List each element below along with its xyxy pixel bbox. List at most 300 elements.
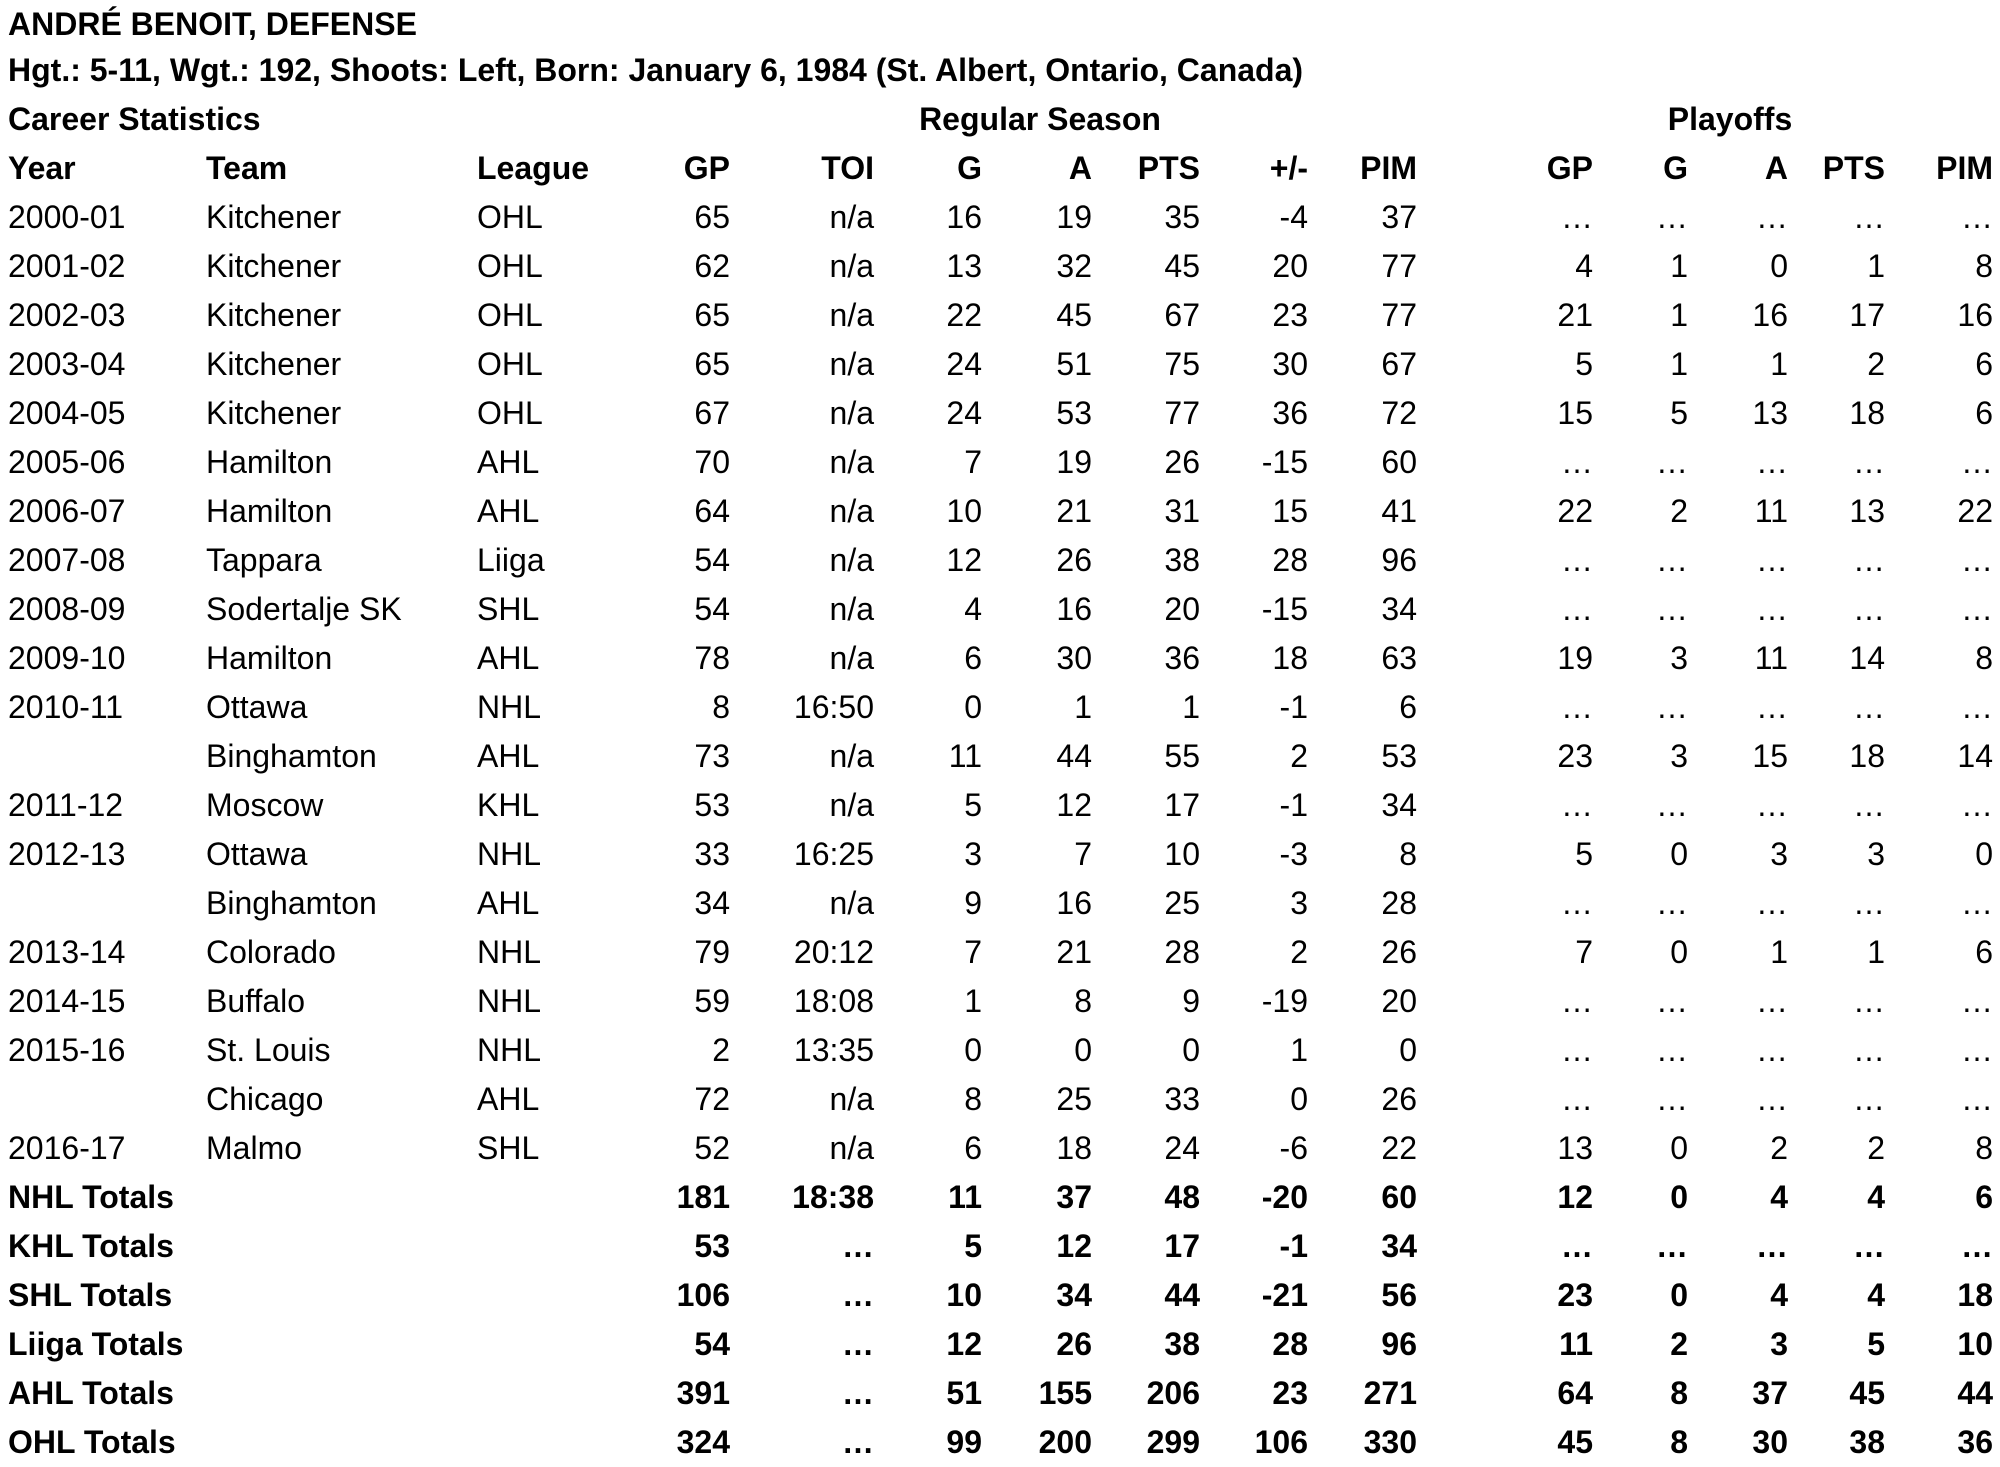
cell-playoff-a: … <box>1756 542 1788 578</box>
cell-g: 6 <box>964 1130 982 1166</box>
cell-playoff-pts: … <box>1853 542 1885 578</box>
cell-a: 25 <box>1056 1081 1092 1117</box>
cell-pim: 26 <box>1381 934 1417 970</box>
totals-a: 200 <box>1038 1424 1092 1460</box>
cell-toi: n/a <box>829 640 874 676</box>
cell-gp: 59 <box>694 983 730 1019</box>
totals-playoff-pts: 45 <box>1849 1375 1885 1411</box>
cell-playoff-pim: … <box>1961 983 1993 1019</box>
totals-plus-minus: 106 <box>1254 1424 1308 1460</box>
totals-playoff-a: 4 <box>1770 1277 1788 1313</box>
totals-g: 51 <box>946 1375 982 1411</box>
cell-year: 2012-13 <box>8 836 126 872</box>
totals-pim: 96 <box>1381 1326 1417 1362</box>
cell-g: 12 <box>946 542 982 578</box>
cell-a: 12 <box>1056 787 1092 823</box>
cell-playoff-g: 1 <box>1670 297 1688 333</box>
cell-league: NHL <box>477 983 542 1019</box>
cell-pim: 0 <box>1399 1032 1417 1068</box>
cell-playoff-pts: 1 <box>1867 934 1885 970</box>
cell-playoff-gp: … <box>1561 885 1593 921</box>
cell-pim: 34 <box>1381 591 1417 627</box>
cell-playoff-g: 0 <box>1670 934 1688 970</box>
cell-toi: n/a <box>829 738 874 774</box>
cell-plus-minus: 20 <box>1272 248 1308 284</box>
header-a: A <box>1068 150 1092 186</box>
cell-playoff-gp: 5 <box>1575 836 1593 872</box>
cell-toi: n/a <box>829 395 874 431</box>
header-gp: GP <box>683 150 730 186</box>
cell-a: 18 <box>1056 1130 1092 1166</box>
cell-plus-minus: -15 <box>1261 591 1308 627</box>
totals-pts: 206 <box>1146 1375 1200 1411</box>
cell-a: 1 <box>1074 689 1092 725</box>
cell-g: 24 <box>946 395 982 431</box>
cell-playoff-a: … <box>1756 885 1788 921</box>
totals-gp: 53 <box>694 1228 730 1264</box>
cell-g: 3 <box>964 836 982 872</box>
cell-year: 2000-01 <box>8 199 126 235</box>
cell-gp: 34 <box>694 885 730 921</box>
totals-playoff-g: 8 <box>1670 1375 1688 1411</box>
totals-playoff-gp: 12 <box>1557 1179 1593 1215</box>
cell-g: 9 <box>964 885 982 921</box>
totals-a: 12 <box>1056 1228 1092 1264</box>
totals-gp: 324 <box>676 1424 730 1460</box>
header-playoff-a: A <box>1764 150 1788 186</box>
cell-toi: 16:25 <box>793 836 874 872</box>
header-plus-minus: +/- <box>1269 150 1308 186</box>
cell-pts: 75 <box>1164 346 1200 382</box>
cell-gp: 65 <box>694 199 730 235</box>
cell-a: 30 <box>1056 640 1092 676</box>
cell-playoff-pim: … <box>1961 689 1993 725</box>
cell-playoff-a: … <box>1756 787 1788 823</box>
cell-g: 1 <box>964 983 982 1019</box>
cell-playoff-gp: … <box>1561 444 1593 480</box>
cell-playoff-gp: 19 <box>1557 640 1593 676</box>
cell-year <box>8 879 198 928</box>
cell-playoff-pim: 6 <box>1975 395 1993 431</box>
cell-playoff-gp: … <box>1561 983 1593 1019</box>
cell-a: 0 <box>1074 1032 1092 1068</box>
cell-playoff-g: … <box>1656 1032 1688 1068</box>
cell-g: 6 <box>964 640 982 676</box>
cell-playoff-a: 15 <box>1752 738 1788 774</box>
totals-playoff-gp: 11 <box>1559 1326 1593 1362</box>
cell-gp: 67 <box>694 395 730 431</box>
cell-league: KHL <box>477 787 540 823</box>
cell-pim: 67 <box>1381 346 1417 382</box>
cell-pts: 9 <box>1182 983 1200 1019</box>
cell-pim: 34 <box>1381 787 1417 823</box>
cell-league: AHL <box>477 738 540 774</box>
cell-playoff-g: … <box>1656 787 1688 823</box>
cell-g: 11 <box>948 738 982 774</box>
cell-g: 4 <box>964 591 982 627</box>
cell-plus-minus: -19 <box>1261 983 1308 1019</box>
totals-pts: 17 <box>1164 1228 1200 1264</box>
cell-playoff-gp: 15 <box>1557 395 1593 431</box>
cell-playoff-gp: … <box>1561 542 1593 578</box>
cell-pim: 96 <box>1381 542 1417 578</box>
cell-playoff-g: … <box>1656 444 1688 480</box>
cell-playoff-gp: 13 <box>1557 1130 1593 1166</box>
cell-g: 22 <box>946 297 982 333</box>
cell-playoff-pts: 2 <box>1867 346 1885 382</box>
cell-toi: 20:12 <box>793 934 874 970</box>
cell-pts: 35 <box>1164 199 1200 235</box>
cell-year: 2013-14 <box>8 934 126 970</box>
cell-a: 8 <box>1074 983 1092 1019</box>
cell-playoff-g: 0 <box>1670 1130 1688 1166</box>
cell-team: Malmo <box>206 1130 303 1166</box>
totals-gp: 181 <box>676 1179 730 1215</box>
header-toi: TOI <box>821 150 874 186</box>
totals-pts: 38 <box>1164 1326 1200 1362</box>
cell-playoff-pts: … <box>1853 787 1885 823</box>
cell-playoff-g: 0 <box>1670 836 1688 872</box>
header-playoff-pim: PIM <box>1936 150 1993 186</box>
totals-playoff-pts: 4 <box>1867 1277 1885 1313</box>
cell-playoff-pim: … <box>1961 1032 1993 1068</box>
cell-gp: 54 <box>694 591 730 627</box>
cell-playoff-a: 11 <box>1754 493 1788 529</box>
cell-league: Liiga <box>477 542 545 578</box>
cell-a: 19 <box>1056 199 1092 235</box>
cell-pts: 24 <box>1164 1130 1200 1166</box>
cell-playoff-pim: … <box>1961 444 1993 480</box>
cell-league: OHL <box>477 248 543 284</box>
cell-league: NHL <box>477 836 542 872</box>
cell-playoff-pim: 14 <box>1957 738 1993 774</box>
cell-team: Tappara <box>206 542 322 578</box>
cell-year: 2010-11 <box>8 689 124 725</box>
cell-a: 21 <box>1056 934 1092 970</box>
cell-gp: 72 <box>694 1081 730 1117</box>
cell-playoff-gp: … <box>1561 689 1593 725</box>
cell-playoff-gp: 21 <box>1557 297 1593 333</box>
cell-league: AHL <box>477 444 540 480</box>
cell-gp: 79 <box>694 934 730 970</box>
totals-toi: … <box>842 1277 874 1313</box>
totals-g: 10 <box>946 1277 982 1313</box>
cell-league: OHL <box>477 297 543 333</box>
cell-playoff-g: 5 <box>1670 395 1688 431</box>
cell-pim: 63 <box>1381 640 1417 676</box>
cell-playoff-pts: 17 <box>1849 297 1885 333</box>
cell-plus-minus: 2 <box>1290 738 1308 774</box>
header-playoff-gp: GP <box>1546 150 1593 186</box>
cell-plus-minus: 0 <box>1290 1081 1308 1117</box>
cell-plus-minus: -15 <box>1261 444 1308 480</box>
cell-playoff-a: … <box>1756 1032 1788 1068</box>
cell-toi: n/a <box>829 591 874 627</box>
cell-playoff-pim: … <box>1961 199 1993 235</box>
cell-g: 0 <box>964 689 982 725</box>
cell-team: Kitchener <box>206 199 342 235</box>
cell-playoff-a: 3 <box>1770 836 1788 872</box>
cell-year: 2002-03 <box>8 297 126 333</box>
cell-playoff-pim: … <box>1961 787 1993 823</box>
cell-toi: n/a <box>829 1081 874 1117</box>
cell-pts: 10 <box>1164 836 1200 872</box>
cell-playoff-gp: 4 <box>1575 248 1593 284</box>
cell-playoff-pts: 3 <box>1867 836 1885 872</box>
cell-playoff-gp: 23 <box>1557 738 1593 774</box>
cell-playoff-pim: … <box>1961 1081 1993 1117</box>
cell-team: Kitchener <box>206 346 342 382</box>
cell-plus-minus: 2 <box>1290 934 1308 970</box>
cell-playoff-g: … <box>1656 1081 1688 1117</box>
totals-pim: 330 <box>1363 1424 1417 1460</box>
cell-playoff-pts: … <box>1853 1081 1885 1117</box>
totals-playoff-pim: 10 <box>1957 1326 1993 1362</box>
totals-playoff-pim: 44 <box>1957 1375 1993 1411</box>
cell-year: 2009-10 <box>8 640 126 676</box>
cell-playoff-a: 16 <box>1752 297 1788 333</box>
totals-a: 37 <box>1056 1179 1092 1215</box>
cell-playoff-g: … <box>1656 983 1688 1019</box>
cell-playoff-a: … <box>1756 444 1788 480</box>
cell-playoff-pts: 18 <box>1849 395 1885 431</box>
totals-playoff-gp: … <box>1561 1228 1593 1264</box>
cell-playoff-a: 0 <box>1770 248 1788 284</box>
totals-label: OHL Totals <box>8 1424 176 1460</box>
totals-label: Liiga Totals <box>8 1326 184 1362</box>
cell-playoff-g: 1 <box>1670 346 1688 382</box>
cell-pim: 28 <box>1381 885 1417 921</box>
cell-playoff-pim: 0 <box>1975 836 1993 872</box>
cell-a: 53 <box>1056 395 1092 431</box>
cell-gp: 70 <box>694 444 730 480</box>
totals-playoff-gp: 64 <box>1557 1375 1593 1411</box>
cell-year: 2006-07 <box>8 493 126 529</box>
cell-a: 16 <box>1056 591 1092 627</box>
cell-playoff-g: 3 <box>1670 738 1688 774</box>
totals-pim: 34 <box>1381 1228 1417 1264</box>
cell-playoff-pts: 1 <box>1867 248 1885 284</box>
cell-team: St. Louis <box>206 1032 331 1068</box>
cell-playoff-a: 13 <box>1752 395 1788 431</box>
header-pts: PTS <box>1137 150 1200 186</box>
cell-playoff-pts: … <box>1853 885 1885 921</box>
cell-gp: 65 <box>694 297 730 333</box>
cell-team: Hamilton <box>206 493 333 529</box>
cell-playoff-a: 2 <box>1770 1130 1788 1166</box>
cell-playoff-gp: … <box>1561 787 1593 823</box>
totals-plus-minus: -20 <box>1261 1179 1308 1215</box>
totals-playoff-g: 0 <box>1670 1179 1688 1215</box>
cell-playoff-pts: … <box>1853 689 1885 725</box>
cell-playoff-g: … <box>1656 885 1688 921</box>
totals-pim: 60 <box>1381 1179 1417 1215</box>
totals-playoff-pim: 18 <box>1957 1277 1993 1313</box>
cell-league: SHL <box>477 1130 540 1166</box>
cell-a: 7 <box>1074 836 1092 872</box>
cell-a: 44 <box>1056 738 1092 774</box>
cell-playoff-g: 3 <box>1670 640 1688 676</box>
cell-league: AHL <box>477 493 540 529</box>
totals-playoff-pim: 6 <box>1975 1179 1993 1215</box>
header-g: G <box>957 150 982 186</box>
cell-playoff-gp: … <box>1561 199 1593 235</box>
cell-toi: n/a <box>829 248 874 284</box>
cell-plus-minus: 3 <box>1290 885 1308 921</box>
cell-team: Kitchener <box>206 248 342 284</box>
cell-team: Hamilton <box>206 640 333 676</box>
cell-plus-minus: 36 <box>1272 395 1308 431</box>
cell-league: AHL <box>477 640 540 676</box>
cell-gp: 2 <box>712 1032 730 1068</box>
cell-team: Ottawa <box>206 689 308 725</box>
totals-a: 34 <box>1056 1277 1092 1313</box>
totals-label: SHL Totals <box>8 1277 173 1313</box>
cell-playoff-pts: … <box>1853 199 1885 235</box>
cell-playoff-pts: 14 <box>1849 640 1885 676</box>
totals-label: NHL Totals <box>8 1179 174 1215</box>
cell-playoff-pts: 2 <box>1867 1130 1885 1166</box>
cell-playoff-pim: 6 <box>1975 934 1993 970</box>
cell-g: 8 <box>964 1081 982 1117</box>
cell-playoff-pim: 8 <box>1975 248 1993 284</box>
cell-toi: 13:35 <box>793 1032 874 1068</box>
cell-toi: n/a <box>829 1130 874 1166</box>
cell-gp: 78 <box>694 640 730 676</box>
cell-gp: 64 <box>694 493 730 529</box>
cell-playoff-gp: … <box>1561 1081 1593 1117</box>
cell-team: Kitchener <box>206 395 342 431</box>
cell-g: 7 <box>964 934 982 970</box>
cell-plus-minus: 18 <box>1272 640 1308 676</box>
cell-gp: 8 <box>712 689 730 725</box>
cell-playoff-a: … <box>1756 689 1788 725</box>
player-bio: Hgt.: 5-11, Wgt.: 192, Shoots: Left, Born: January 6, 1984 (St. Albert, Ontario, Canada) <box>8 52 1304 88</box>
cell-a: 26 <box>1056 542 1092 578</box>
playoffs-label: Playoffs <box>1667 101 1793 137</box>
cell-team: Binghamton <box>206 738 377 774</box>
cell-gp: 33 <box>694 836 730 872</box>
totals-g: 12 <box>946 1326 982 1362</box>
totals-pim: 271 <box>1363 1375 1417 1411</box>
cell-gp: 65 <box>694 346 730 382</box>
cell-plus-minus: 15 <box>1272 493 1308 529</box>
totals-playoff-a: 37 <box>1752 1375 1788 1411</box>
cell-gp: 53 <box>694 787 730 823</box>
cell-toi: 16:50 <box>793 689 874 725</box>
cell-year: 2003-04 <box>8 346 126 382</box>
totals-playoff-pim: … <box>1961 1228 1993 1264</box>
cell-toi: n/a <box>829 346 874 382</box>
cell-plus-minus: -6 <box>1279 1130 1308 1166</box>
totals-pts: 299 <box>1146 1424 1200 1460</box>
cell-year <box>8 1075 198 1124</box>
totals-toi: … <box>842 1375 874 1411</box>
cell-playoff-a: 1 <box>1770 346 1788 382</box>
cell-playoff-pim: 6 <box>1975 346 1993 382</box>
cell-pim: 22 <box>1381 1130 1417 1166</box>
cell-team: Sodertalje SK <box>206 591 402 627</box>
cell-toi: n/a <box>829 493 874 529</box>
cell-pim: 37 <box>1381 199 1417 235</box>
cell-team: Moscow <box>206 787 324 823</box>
cell-playoff-pim: 22 <box>1957 493 1993 529</box>
cell-pim: 26 <box>1381 1081 1417 1117</box>
cell-pts: 36 <box>1164 640 1200 676</box>
cell-plus-minus: 23 <box>1272 297 1308 333</box>
totals-toi: … <box>842 1424 874 1460</box>
totals-label: KHL Totals <box>8 1228 174 1264</box>
totals-playoff-g: 2 <box>1670 1326 1688 1362</box>
header-pim: PIM <box>1360 150 1417 186</box>
totals-playoff-pim: 36 <box>1957 1424 1993 1460</box>
totals-playoff-g: 8 <box>1670 1424 1688 1460</box>
cell-playoff-g: … <box>1656 689 1688 725</box>
cell-playoff-a: … <box>1756 591 1788 627</box>
cell-league: NHL <box>477 1032 542 1068</box>
cell-plus-minus: 30 <box>1272 346 1308 382</box>
cell-playoff-gp: 22 <box>1557 493 1593 529</box>
cell-toi: n/a <box>829 297 874 333</box>
totals-a: 26 <box>1056 1326 1092 1362</box>
cell-playoff-g: … <box>1656 591 1688 627</box>
cell-pts: 1 <box>1182 689 1200 725</box>
cell-a: 19 <box>1056 444 1092 480</box>
cell-playoff-pts: … <box>1853 1032 1885 1068</box>
cell-league: OHL <box>477 346 543 382</box>
totals-playoff-pts: 4 <box>1867 1179 1885 1215</box>
cell-pts: 26 <box>1164 444 1200 480</box>
cell-pts: 20 <box>1164 591 1200 627</box>
cell-playoff-g: 1 <box>1670 248 1688 284</box>
cell-league: NHL <box>477 689 542 725</box>
cell-playoff-a: … <box>1756 983 1788 1019</box>
cell-pim: 41 <box>1381 493 1417 529</box>
cell-playoff-pts: … <box>1853 983 1885 1019</box>
cell-toi: n/a <box>829 199 874 235</box>
totals-playoff-g: … <box>1656 1228 1688 1264</box>
cell-g: 7 <box>964 444 982 480</box>
cell-playoff-a: 11 <box>1754 640 1788 676</box>
cell-year <box>8 732 198 781</box>
cell-team: Buffalo <box>206 983 306 1019</box>
player-name: ANDRÉ BENOIT, DEFENSE <box>8 6 417 42</box>
cell-pts: 17 <box>1164 787 1200 823</box>
cell-plus-minus: 1 <box>1290 1032 1308 1068</box>
cell-playoff-pim: … <box>1961 542 1993 578</box>
header-team: Team <box>206 150 288 186</box>
cell-team: Kitchener <box>206 297 342 333</box>
cell-playoff-pim: 8 <box>1975 640 1993 676</box>
totals-pim: 56 <box>1381 1277 1417 1313</box>
cell-toi: n/a <box>829 885 874 921</box>
cell-gp: 62 <box>694 248 730 284</box>
cell-league: NHL <box>477 934 542 970</box>
cell-team: Chicago <box>206 1081 324 1117</box>
cell-gp: 54 <box>694 542 730 578</box>
cell-team: Ottawa <box>206 836 308 872</box>
cell-pim: 53 <box>1381 738 1417 774</box>
cell-pim: 72 <box>1381 395 1417 431</box>
totals-playoff-a: 30 <box>1752 1424 1788 1460</box>
cell-playoff-pim: 8 <box>1975 1130 1993 1166</box>
cell-a: 16 <box>1056 885 1092 921</box>
totals-playoff-g: 0 <box>1670 1277 1688 1313</box>
cell-pim: 77 <box>1381 248 1417 284</box>
cell-toi: n/a <box>829 542 874 578</box>
cell-gp: 73 <box>694 738 730 774</box>
cell-pts: 77 <box>1164 395 1200 431</box>
